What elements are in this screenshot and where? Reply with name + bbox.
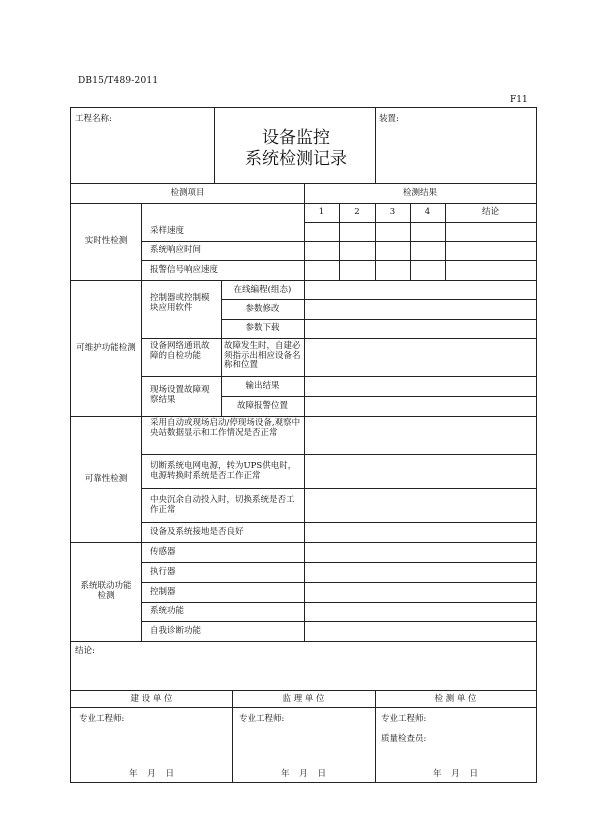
group-label: 现场设置故障观察结果 (150, 385, 210, 405)
section-maintain-label: 可维护功能检测 (76, 343, 136, 353)
row-label: 采用自动或现场启动/停现场设备,观察中央站数据显示和工作情况是否正常 (150, 418, 301, 438)
row-label: 设备及系统接地是否良好 (150, 527, 244, 537)
signature-unit-construction: 建 设 单 位 (130, 694, 173, 704)
row-label: 系统响应时间 (150, 245, 202, 255)
device-label: 装置: (379, 114, 399, 124)
section-linkage-label: 系统联动功能检测 (80, 581, 132, 601)
engineer-label: 专业工程师: (79, 714, 125, 724)
row-label: 报警信号响应速度 (150, 265, 219, 275)
project-name-label: 工程名称: (75, 114, 112, 124)
date-label: 年 月 日 (281, 769, 326, 779)
rule (221, 280, 222, 416)
signature-unit-supervision: 监 理 单 位 (282, 694, 325, 704)
row-label: 故障发生时，自建必须指示出相应设备名称和位置 (224, 341, 301, 370)
title-line-1: 设备监控 (262, 128, 330, 148)
rule (141, 488, 536, 489)
column-conclusion-header: 结论 (481, 207, 499, 217)
inspector-label: 质量检查员: (381, 734, 427, 744)
row-label: 传感器 (150, 547, 176, 557)
engineer-label: 专业工程师: (239, 714, 285, 724)
column-2-header: 2 (354, 207, 360, 217)
form-number: F11 (510, 95, 528, 105)
signature-unit-testing: 检 测 单 位 (434, 694, 477, 704)
rule (141, 562, 536, 563)
row-label: 输出结果 (245, 381, 280, 391)
date-label: 年 月 日 (433, 769, 478, 779)
rule (221, 319, 536, 320)
row-label: 参数修改 (245, 304, 280, 314)
column-3-header: 3 (389, 207, 396, 217)
column-1-header: 1 (318, 207, 325, 217)
rule (71, 641, 536, 642)
rule (141, 621, 536, 622)
rule (214, 108, 215, 183)
rule (141, 522, 536, 523)
form-title (216, 128, 376, 170)
column-item-header: 检测项目 (170, 188, 205, 198)
date-label: 年 月 日 (129, 769, 174, 779)
column-result-header: 检测结果 (402, 188, 437, 198)
rule (141, 338, 536, 339)
rule (71, 707, 536, 708)
rule (221, 299, 536, 300)
row-label: 执行器 (150, 567, 176, 577)
title-line-2: 系统检测记录 (245, 149, 347, 169)
row-label: 采样速度 (150, 226, 185, 236)
rule (221, 396, 536, 397)
conclusion-label: 结论: (75, 646, 95, 656)
row-label: 参数下载 (245, 323, 280, 333)
group-label: 设备网络通讯故障的自检功能 (150, 341, 210, 361)
row-label: 在线编程(组态) (233, 285, 292, 295)
column-4-header: 4 (424, 207, 431, 217)
row-label: 中央沉余自动投入时，切换系统是否工作正常 (150, 495, 295, 515)
row-label: 系统功能 (150, 606, 185, 616)
row-label: 控制器 (150, 587, 176, 597)
rule (71, 690, 536, 691)
row-label: 切断系统电网电源，转为UPS供电时，电源转换时系统是否工作正常 (150, 461, 297, 481)
rule (141, 203, 142, 641)
rule (141, 376, 536, 377)
section-reliability-label: 可靠性检测 (84, 474, 128, 484)
standard-code: DB15/T489-2011 (78, 76, 159, 86)
row-label: 故障报警位置 (236, 401, 288, 411)
section-realtime-label: 实时性检测 (84, 236, 128, 246)
rule (304, 183, 305, 641)
rule (141, 602, 536, 603)
engineer-label: 专业工程师: (381, 714, 427, 724)
row-label: 自我诊断功能 (150, 626, 202, 636)
rule (141, 582, 536, 583)
rule (141, 454, 536, 455)
inspection-form (70, 107, 537, 783)
group-label: 控制器或控制模块应用软件 (150, 293, 210, 313)
